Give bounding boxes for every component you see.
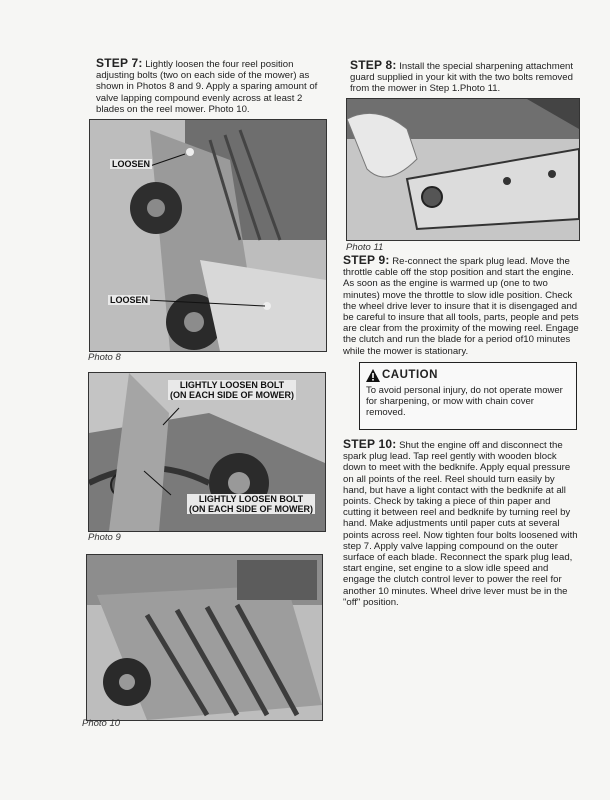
step8-label: STEP 8: (350, 58, 397, 72)
photo9-callout-bottom-line2: (ON EACH SIDE OF MOWER) (189, 504, 313, 514)
photo9-callout-bottom-line1: LIGHTLY LOOSEN BOLT (198, 494, 304, 504)
photo9-callout-top (168, 380, 296, 400)
photo10-caption: Photo 10 (82, 718, 121, 729)
caution-title: CAUTION (382, 369, 438, 381)
caution-text: To avoid personal injury, do not operate mower for sharpening, or mow with chain cover removed. (366, 385, 563, 418)
step9-block (343, 255, 579, 357)
photo9-callout-top-line1: LIGHTLY LOOSEN BOLT (179, 380, 285, 390)
photo8-caption: Photo 8 (88, 352, 121, 363)
photo9-callout-bottom (187, 494, 315, 514)
step8-text: Install the special sharpening attachment guard supplied in your kit with the two bolts removed from the mower in Step 1.Photo 11. (350, 61, 574, 95)
photo9-caption: Photo 9 (88, 532, 121, 543)
step10-label: STEP 10: (343, 437, 397, 451)
step9-label: STEP 9: (343, 253, 390, 267)
step8-block (350, 60, 574, 95)
step10-block (343, 439, 579, 608)
photo-8 (89, 119, 327, 352)
step9-text: Re-connect the spark plug lead. Move the throttle cable off the stop position and start the engine. As soon as the engine is warmed up (one to two minutes) move the throttle to slow idle position. Check the wheel drive lever to insure that it is disengaged and be careful to insure that all tools, parts, people and pets are clear from the proximity of the mowing reel. Engage the clutch and run the blade for a period of10 minutes while the mower is stationary. (343, 256, 579, 357)
photo8-callout-bottom: LOOSEN (110, 295, 149, 305)
step10-text: Shut the engine off and disconnect the spark plug lead. Tap reel gently with wooden block down to meet with the bedknife. Apply equal pressure on all points of the reel. Reel should turn easily by hand, but have a light contact with the bedknife at all points. Check by taking a piece of thin paper and cutting it between reel and bedknife by turning reel by hand. Make adjustments until paper cuts at several points across reel. Now tighten four bolts loosened with step 7. Apply valve lapping compound on the outer surface of each blade. Reconnect the spark plug lead, start engine, set engine to a slow idle speed and engage the clutch control lever to power the reel for another 10 minutes. Wheel drive lever must be in the "off" position. (343, 440, 578, 608)
step7-text: Lightly loosen the four reel position adjusting bolts (two on each side of the mower) as shown in Photos 8 and 9. Apply a sparing amount of valve lapping compound evenly across at least 2 blades on the reel mower. Photo 10. (96, 59, 318, 115)
photo-10 (86, 554, 323, 721)
photo11-caption: Photo 11 (346, 242, 384, 253)
caution-box (359, 362, 577, 430)
step7-label: STEP 7: (96, 56, 143, 70)
photo-11 (346, 98, 580, 241)
step7-block (96, 58, 328, 115)
photo8-callout-top: LOOSEN (112, 159, 151, 169)
photo9-callout-top-line2: (ON EACH SIDE OF MOWER) (170, 390, 294, 400)
